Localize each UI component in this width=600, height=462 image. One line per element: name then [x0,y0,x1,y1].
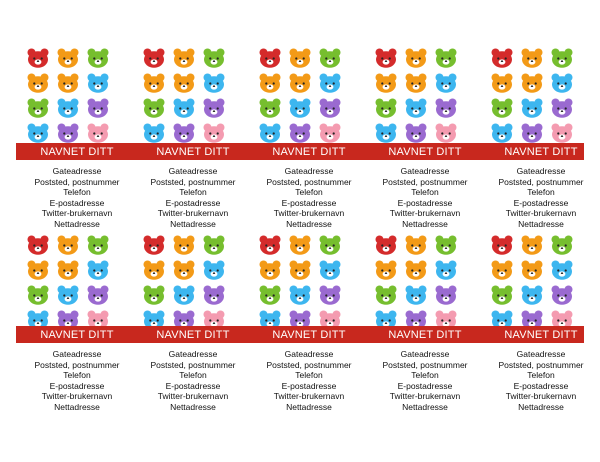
card-twitter-handle: Twitter-brukernavn [389,208,461,219]
bear-face-icon [203,285,225,305]
card-name-band [483,143,599,160]
card-street-address: Gateadresse [52,166,102,176]
card-name: NAVNET DITT [388,145,462,158]
bear-face-icon [319,235,341,255]
card-web-address: Nettadresse [402,401,448,412]
card-phone: Telefon [411,370,439,381]
card-twitter-handle: Twitter-brukernavn [389,391,461,402]
card-city-postcode: Poststed, postnummer [34,176,120,187]
card-contact-info [367,349,483,413]
bear-pattern [19,235,135,335]
card-email: E-postadresse [513,197,569,208]
card-twitter-handle: Twitter-brukernavn [273,391,345,402]
bear-face-icon [491,260,513,280]
bear-face-icon [319,285,341,305]
card-phone: Telefon [63,370,91,381]
card-street-address: Gateadresse [284,166,334,176]
bear-face-icon [551,285,573,305]
card-name: NAVNET DITT [388,328,462,341]
bear-face-icon [405,235,427,255]
bear-pattern [483,235,599,335]
card-email: E-postadresse [397,197,453,208]
card-email: E-postadresse [281,197,337,208]
card-street-address: Gateadresse [168,349,218,359]
card-twitter-handle: Twitter-brukernavn [41,208,113,219]
bear-pattern [251,235,367,335]
bear-face-icon [491,235,513,255]
bear-face-icon [375,285,397,305]
bear-face-icon [57,235,79,255]
bear-face-icon [435,235,457,255]
bear-face-icon [173,260,195,280]
card-name-band [251,326,367,343]
card-street-address: Gateadresse [168,166,218,176]
card-email: E-postadresse [281,380,337,391]
card-street-address: Gateadresse [284,349,334,359]
card-email: E-postadresse [49,197,105,208]
card-twitter-handle: Twitter-brukernavn [41,391,113,402]
bear-face-icon [57,260,79,280]
card-name: NAVNET DITT [156,145,230,158]
card-name-band [251,143,367,160]
card-web-address: Nettadresse [54,401,100,412]
card-street-address: Gateadresse [516,349,566,359]
bear-face-icon [405,260,427,280]
card-city-postcode: Poststed, postnummer [266,176,352,187]
card-email: E-postadresse [165,380,221,391]
card-city-postcode: Poststed, postnummer [150,176,236,187]
card-twitter-handle: Twitter-brukernavn [273,208,345,219]
card-contact-info [135,349,251,413]
card-name-band [367,326,483,343]
bear-face-icon [143,285,165,305]
card-twitter-handle: Twitter-brukernavn [505,391,577,402]
bear-face-icon [143,260,165,280]
card-street-address: Gateadresse [400,349,450,359]
card-twitter-handle: Twitter-brukernavn [157,391,229,402]
card-email: E-postadresse [49,380,105,391]
bear-face-icon [57,285,79,305]
card-city-postcode: Poststed, postnummer [498,359,584,370]
card-contact-info [483,349,599,413]
bear-face-icon [551,235,573,255]
bear-face-icon [521,285,543,305]
bear-face-icon [521,235,543,255]
card-name-band [135,326,251,343]
card-name: NAVNET DITT [272,145,346,158]
card-web-address: Nettadresse [286,218,332,229]
bear-face-icon [551,260,573,280]
card-phone: Telefon [295,187,323,198]
bear-face-icon [87,235,109,255]
card-contact-info [19,349,135,413]
card-web-address: Nettadresse [54,218,100,229]
card-web-address: Nettadresse [402,218,448,229]
card-name: NAVNET DITT [40,328,114,341]
card-email: E-postadresse [397,380,453,391]
bear-face-icon [435,260,457,280]
card-web-address: Nettadresse [170,218,216,229]
card-name: NAVNET DITT [156,328,230,341]
card-email: E-postadresse [513,380,569,391]
bear-face-icon [27,260,49,280]
card-name-band [19,326,135,343]
card-web-address: Nettadresse [286,401,332,412]
card-street-address: Gateadresse [52,349,102,359]
card-city-postcode: Poststed, postnummer [382,176,468,187]
bear-face-icon [375,260,397,280]
card-phone: Telefon [527,370,555,381]
card-contact-info [251,349,367,413]
card-phone: Telefon [527,187,555,198]
bear-face-icon [289,235,311,255]
bear-face-icon [259,260,281,280]
bear-face-icon [143,235,165,255]
bear-face-icon [203,235,225,255]
card-phone: Telefon [63,187,91,198]
card-street-address: Gateadresse [400,166,450,176]
bear-face-icon [259,285,281,305]
card-web-address: Nettadresse [518,218,564,229]
bear-face-icon [521,260,543,280]
card-name-band [367,143,483,160]
card-name: NAVNET DITT [272,328,346,341]
card-twitter-handle: Twitter-brukernavn [157,208,229,219]
card-name: NAVNET DITT [504,328,578,341]
card-web-address: Nettadresse [170,401,216,412]
bear-face-icon [491,285,513,305]
bear-face-icon [405,285,427,305]
card-city-postcode: Poststed, postnummer [150,359,236,370]
card-web-address: Nettadresse [518,401,564,412]
bear-face-icon [87,285,109,305]
card-name: NAVNET DITT [504,145,578,158]
card-street-address: Gateadresse [516,166,566,176]
card-email: E-postadresse [165,197,221,208]
card-twitter-handle: Twitter-brukernavn [505,208,577,219]
card-phone: Telefon [411,187,439,198]
card-city-postcode: Poststed, postnummer [34,359,120,370]
card-name: NAVNET DITT [40,145,114,158]
bear-face-icon [259,235,281,255]
bear-face-icon [375,235,397,255]
card-phone: Telefon [179,370,207,381]
bear-pattern [135,235,251,335]
bear-face-icon [173,285,195,305]
bear-face-icon [289,260,311,280]
bear-face-icon [203,260,225,280]
card-phone: Telefon [179,187,207,198]
card-name-band [135,143,251,160]
card-name-band [19,143,135,160]
card-city-postcode: Poststed, postnummer [498,176,584,187]
bear-face-icon [27,285,49,305]
bear-face-icon [319,260,341,280]
card-name-band [483,326,599,343]
card-city-postcode: Poststed, postnummer [382,359,468,370]
card-phone: Telefon [295,370,323,381]
bear-face-icon [289,285,311,305]
bear-face-icon [87,260,109,280]
bear-face-icon [435,285,457,305]
bear-face-icon [173,235,195,255]
bear-face-icon [27,235,49,255]
card-city-postcode: Poststed, postnummer [266,359,352,370]
bear-pattern [367,235,483,335]
